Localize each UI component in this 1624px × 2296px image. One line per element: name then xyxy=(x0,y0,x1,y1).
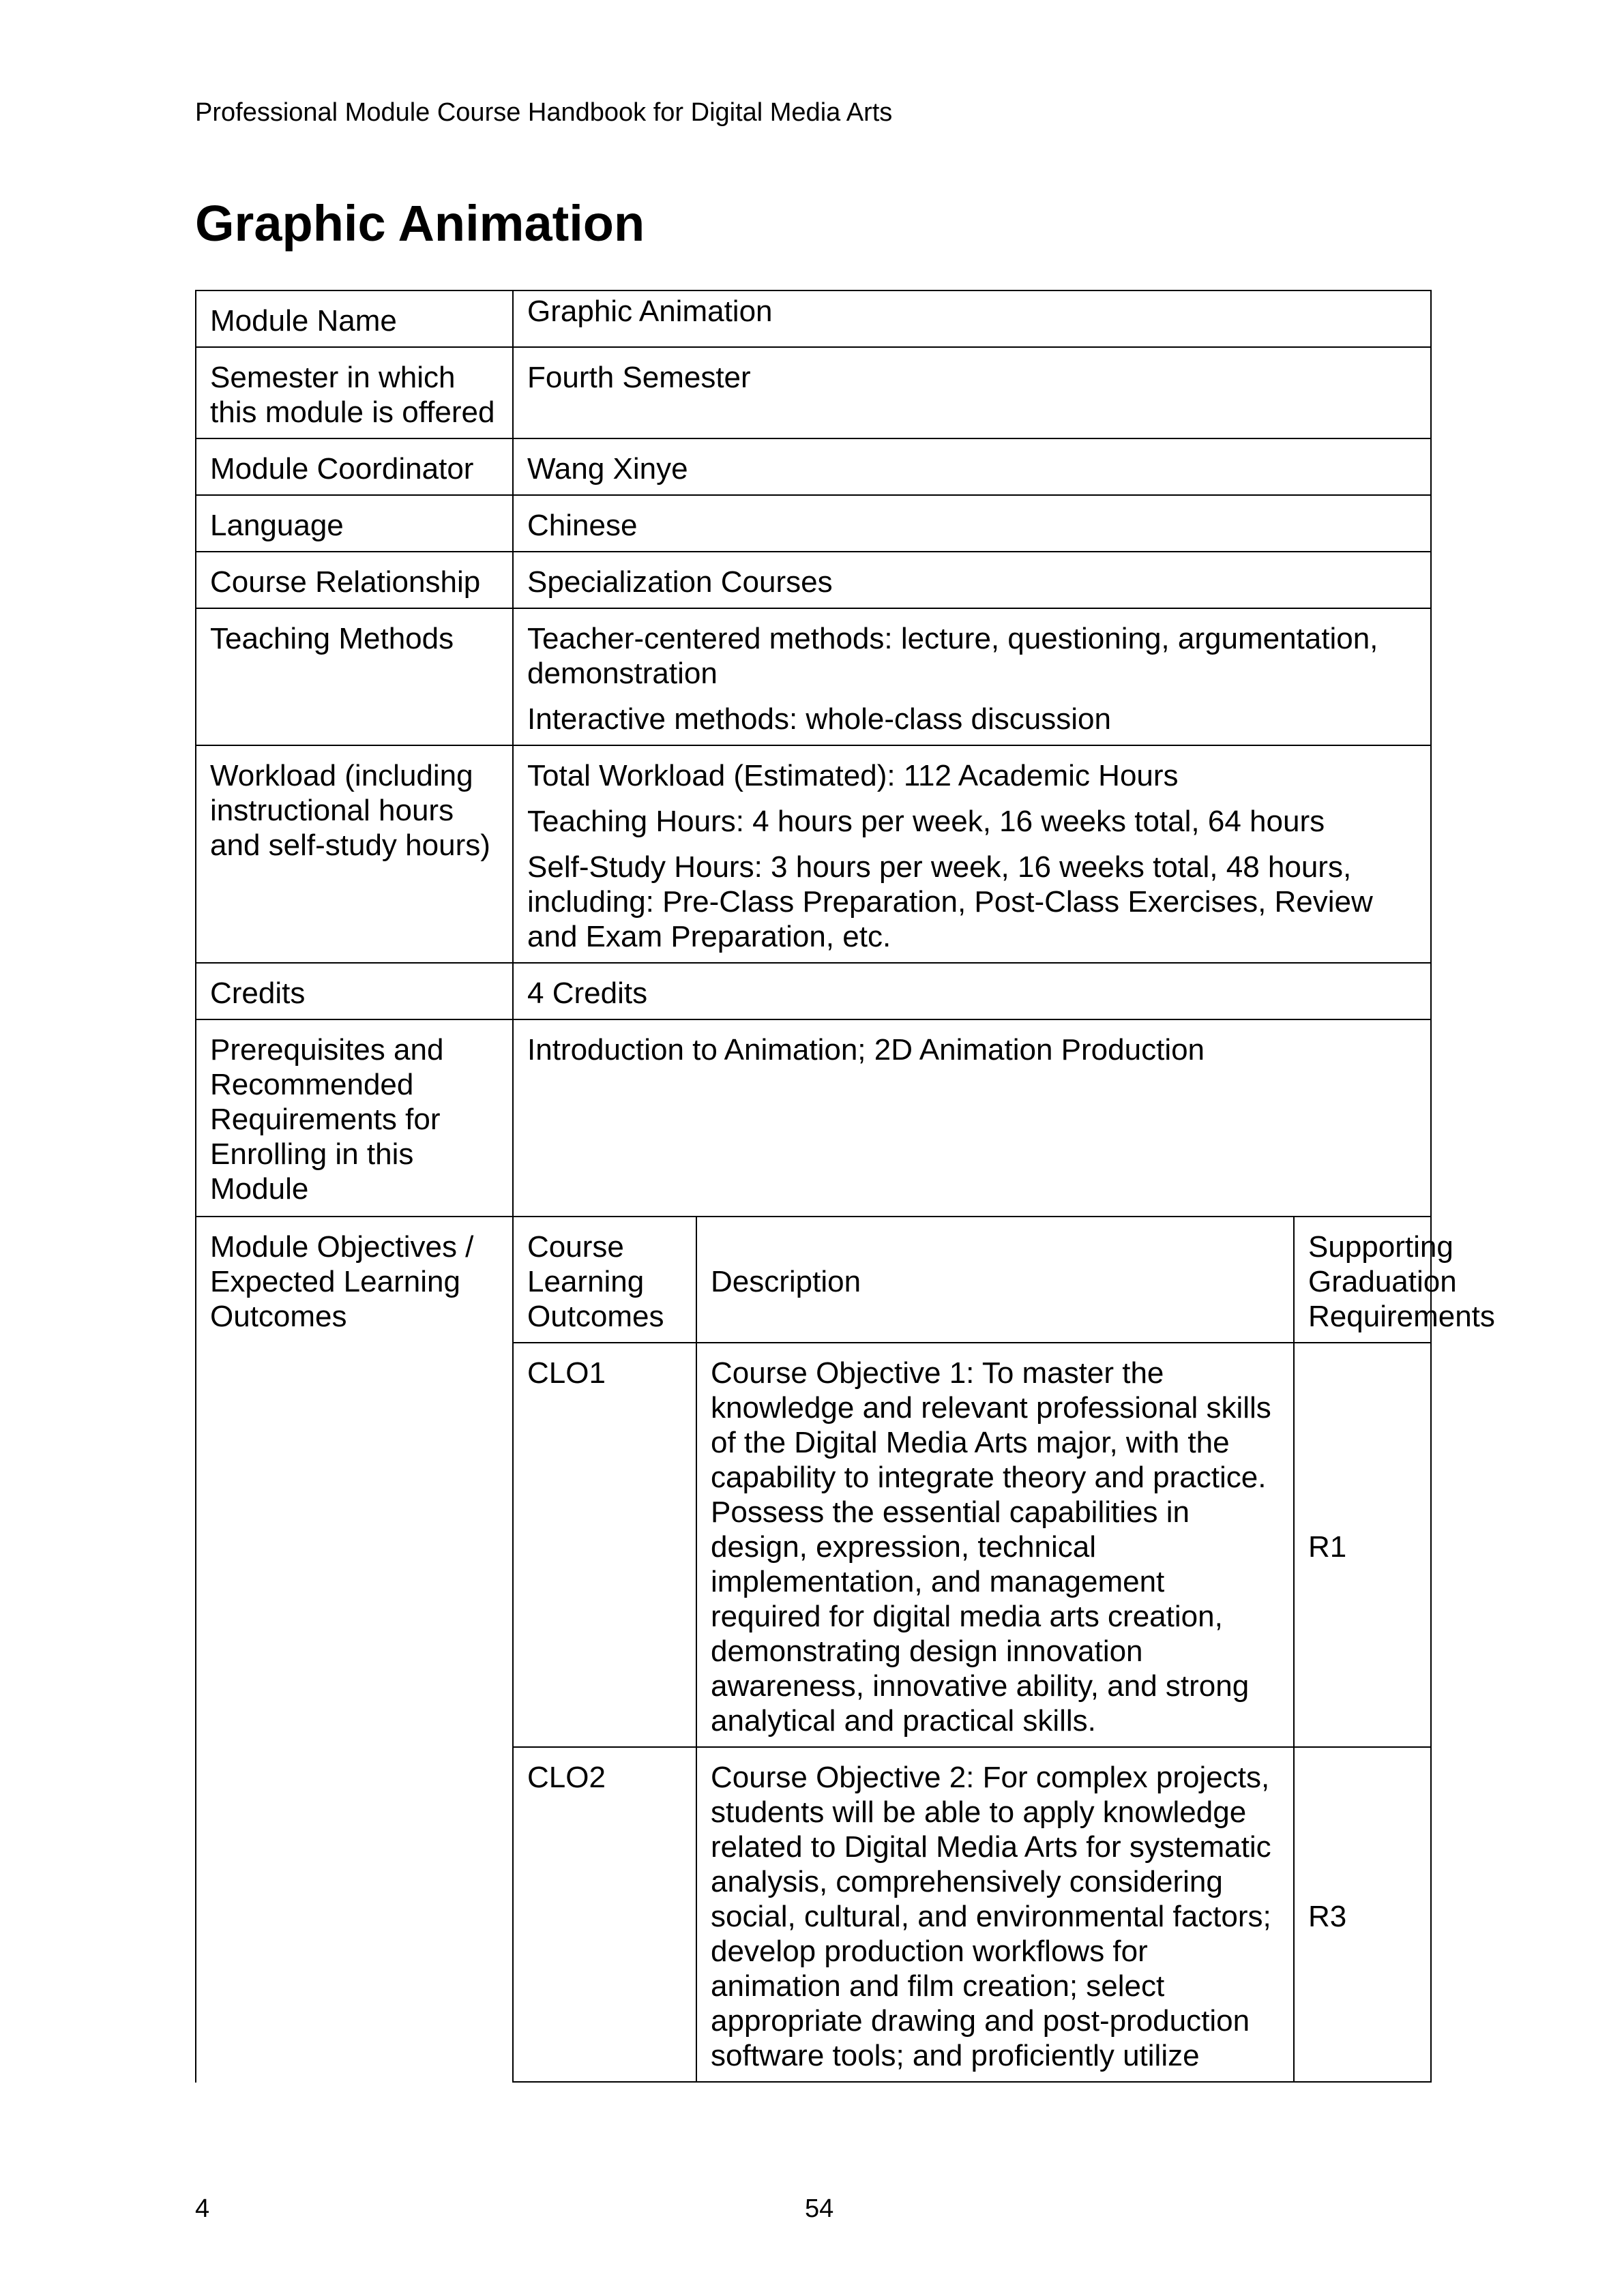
table-row-teaching-methods xyxy=(196,608,1431,745)
table-row xyxy=(514,1343,1430,1747)
row-label: Teaching Methods xyxy=(196,608,513,745)
table-row-coordinator xyxy=(196,438,1431,495)
row-value: Chinese xyxy=(513,495,1431,552)
row-value: Wang Xinye xyxy=(513,438,1431,495)
row-value: Specialization Courses xyxy=(513,552,1431,608)
row-label: Semester in which this module is offered xyxy=(196,347,513,438)
row-value xyxy=(513,608,1431,745)
requirements-header: Supporting Graduation Requirements xyxy=(1294,1217,1430,1343)
table-row-language xyxy=(196,495,1431,552)
row-value: 4 Credits xyxy=(513,963,1431,1019)
clo-id: CLO2 xyxy=(514,1747,696,2082)
objectives-table xyxy=(514,1217,1495,2083)
row-value xyxy=(513,745,1431,963)
table-row-credits xyxy=(196,963,1431,1019)
row-label: Credits xyxy=(196,963,513,1019)
row-label: Module Coordinator xyxy=(196,438,513,495)
row-value: Fourth Semester xyxy=(513,347,1431,438)
table-row xyxy=(514,1747,1430,2082)
row-label: Language xyxy=(196,495,513,552)
row-label: Course Relationship xyxy=(196,552,513,608)
workload-line: Teaching Hours: 4 hours per week, 16 weeks total, 64 hours xyxy=(527,805,1325,838)
page-number: 54 xyxy=(805,2194,834,2223)
running-header: Professional Module Course Handbook for Digital Media Arts xyxy=(195,98,893,127)
teaching-method-line: Interactive methods: whole-class discussion xyxy=(527,702,1111,736)
clo-id: CLO1 xyxy=(514,1343,696,1747)
clo-description: Course Objective 2: For complex projects, students will be able to apply knowledge related to Digital Media Arts for systematic analysis, comprehensively considering social, cultural, and environmental factors; develop production workflows for animation and film creation; select appropriate drawing and post-production software tools; and proficiently utilize xyxy=(696,1747,1294,2082)
clo-header: Course Learning Outcomes xyxy=(514,1217,696,1343)
graduation-requirement: R1 xyxy=(1294,1343,1430,1747)
row-label: Prerequisites and Recommended Requirements for Enrolling in this Module xyxy=(196,1019,513,1217)
row-value: Graphic Animation xyxy=(513,290,1431,347)
row-label: Module Name xyxy=(196,290,513,347)
table-row-relationship xyxy=(196,552,1431,608)
table-row-workload xyxy=(196,745,1431,963)
graduation-requirement: R3 xyxy=(1294,1747,1430,2082)
workload-line: Total Workload (Estimated): 112 Academic Hours xyxy=(527,759,1179,792)
table-row-prerequisites xyxy=(196,1019,1431,1217)
row-value: Introduction to Animation; 2D Animation Production xyxy=(513,1019,1431,1217)
objectives-header-row xyxy=(514,1217,1430,1343)
module-details-table xyxy=(195,290,1495,2083)
page-number-left: 4 xyxy=(195,2194,210,2223)
clo-description: Course Objective 1: To master the knowledge and relevant professional skills of the Digital Media Arts major, with the capability to integrate theory and practice. Possess the essential capabilities in design, expression, technical implementation, and management required for digital media arts creation, demonstrating design innovation awareness, innovative ability, and strong analytical and practical skills. xyxy=(696,1343,1294,1747)
row-label: Module Objectives / Expected Learning Outcomes xyxy=(196,1217,513,2083)
row-label: Workload (including instructional hours and self-study hours) xyxy=(196,745,513,963)
table-row-objectives xyxy=(196,1217,1431,2083)
table-row-semester xyxy=(196,347,1431,438)
workload-line: Self-Study Hours: 3 hours per week, 16 weeks total, 48 hours, including: Pre-Class Preparation, Post-Class Exercises, Review and Exam Preparation, etc. xyxy=(527,850,1373,953)
page-title: Graphic Animation xyxy=(195,195,645,252)
teaching-method-line: Teacher-centered methods: lecture, questioning, argumentation, demonstration xyxy=(527,622,1378,690)
description-header: Description xyxy=(696,1217,1294,1343)
table-row-module-name xyxy=(196,290,1431,347)
objectives-cell xyxy=(513,1217,1495,2083)
